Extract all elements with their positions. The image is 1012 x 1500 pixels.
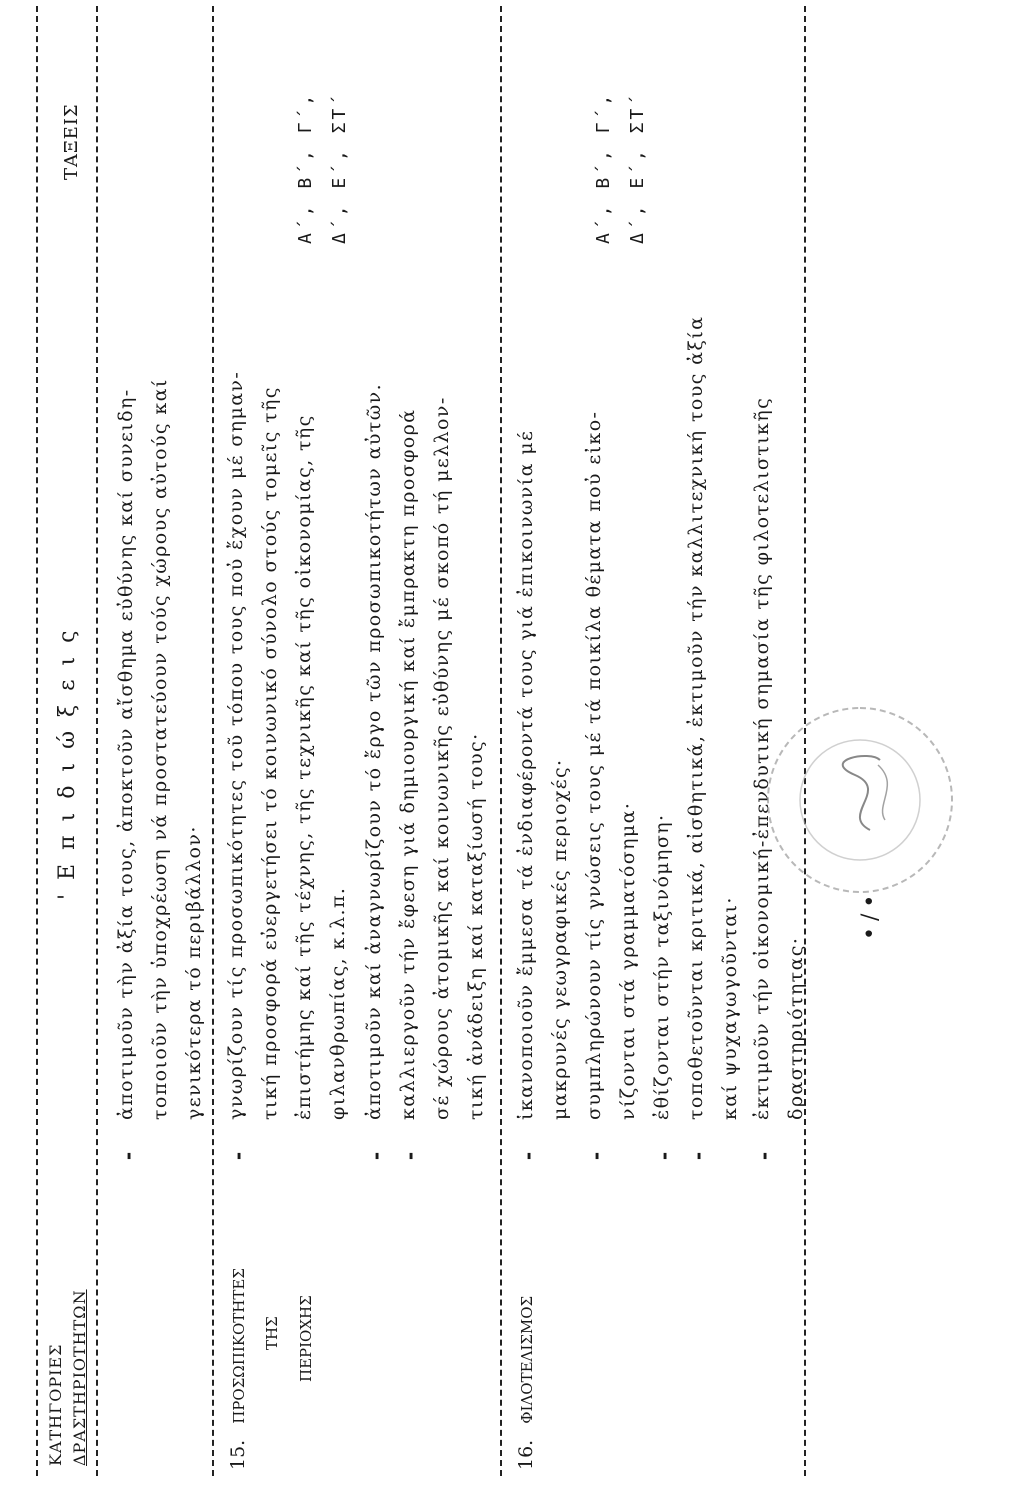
- category-title: ΦΙΛΟΤΕΛΙΣΜΟΣ: [518, 1295, 536, 1424]
- category-title: ΠΡΟΣΩΠΙΚΟΤΗΤΕΣ: [230, 1268, 248, 1424]
- objective-line: γενικότερα τό περιβάλλον·: [183, 825, 205, 1120]
- objective-line: ἱκανοποιοῦν ἔμμεσα τά ἐνδιαφέροντά τους γιά ἐπικοινωνία μέ: [515, 429, 537, 1120]
- header-categories-line1: ΚΑΤΗΓΟΡΙΕΣ: [46, 1343, 65, 1466]
- continuation-mark: •/•: [858, 888, 883, 940]
- header-objectives: 'Επιδιώξεις: [55, 616, 80, 900]
- objective-line: καί ψυχαγωγοῦνται·: [719, 896, 741, 1120]
- row-divider-16: [500, 6, 502, 1476]
- top-border-rule: [36, 6, 38, 1476]
- category-15: [227, 1268, 249, 1470]
- grades-16-line1: Α΄, Β΄, Γ΄,: [593, 91, 614, 244]
- objective-line: φιλανθρωπίας, κ.λ.π.: [327, 886, 349, 1120]
- objective-line: τοποθετοῦνται κριτικά, αἰσθητικά, ἐκτιμοῦν τήν καλλιτεχνική τους ἀξία: [685, 315, 707, 1120]
- dash-marker: -: [584, 1149, 608, 1162]
- objective-line: δραστηριότητας·: [785, 936, 807, 1120]
- objective-line: ἀποτιμοῦν τὴν ἀξία τους, ἀποκτοῦν αἴσθημα εὐθύνης καί συνειδη-: [115, 388, 137, 1120]
- category-title-line3: ΠΕΡΙΟΧΗΣ: [297, 1295, 315, 1382]
- dash-marker: -: [652, 1149, 676, 1162]
- objective-line: μακρυνές γεωγραφικές περιοχές·: [549, 758, 571, 1120]
- header-categories-line2: ΔΡΑΣΤΗΡΙΟΤΗΤΩΝ: [70, 1289, 89, 1466]
- grades-15-line2: Δ΄, Ε΄, ΣΤ΄: [329, 91, 350, 244]
- category-title-line2: ΤΗΣ: [263, 1316, 281, 1350]
- row-divider-15: [212, 6, 214, 1476]
- objective-line: ἐπιστήμης καί τῆς τέχνης, τῆς τεχνικῆς καί τῆς οἰκονομίας, τῆς: [293, 414, 315, 1120]
- dash-marker: -: [116, 1149, 140, 1162]
- objective-line: σέ χώρους ἀτομικῆς καί κοινωνικῆς εὐθύνης μέ σκοπό τή μελλον-: [431, 396, 453, 1120]
- grades-16-line2: Δ΄, Ε΄, ΣΤ΄: [627, 91, 648, 244]
- dash-marker: -: [752, 1149, 776, 1162]
- dash-marker: -: [516, 1149, 540, 1162]
- dash-marker: -: [398, 1149, 422, 1162]
- category-number: 16.: [515, 1439, 537, 1470]
- objective-line: τοποιοῦν τὴν ὑποχρέωση νά προστατεύουν τούς χώρους αὐτούς καί: [149, 378, 171, 1120]
- objective-line: καλλιεργοῦν τήν ἔφεση γιά δημιουργική καί ἔμπρακτη προσφορά: [397, 408, 419, 1120]
- header-bottom-rule: [96, 6, 98, 1476]
- official-stamp-icon: [760, 700, 960, 900]
- objective-line: τική ἀνάδειξη καί καταξίωσή τους·: [465, 732, 487, 1120]
- dash-marker: -: [686, 1149, 710, 1162]
- objective-line: ἐθίζονται στήν ταξινόμηση·: [651, 813, 673, 1120]
- category-number: 15.: [227, 1439, 249, 1470]
- header-grades: ΤΑΞΕΙΣ: [61, 103, 82, 180]
- grades-15-line1: Α΄, Β΄, Γ΄,: [295, 91, 316, 244]
- dash-marker: -: [226, 1149, 250, 1162]
- objective-line: ἐκτιμοῦν τήν οἰκονομική-ἐπενδυτική σημασία τῆς φιλοτελιστικῆς: [751, 396, 773, 1120]
- objective-line: νίζονται στά γραμματόσημα·: [617, 801, 639, 1120]
- objective-line: τική προσφορά εὐεργετήσει τό κοινωνικό σύνολο στούς τομεῖς τῆς: [259, 386, 281, 1120]
- objective-line: ἀποτιμοῦν καί ἀναγνωρίζουν τό ἔργο τῶν προσωπικοτήτων αὐτῶν.: [363, 382, 385, 1120]
- objective-line: γνωρίζουν τίς προσωπικότητες τοῦ τόπου τους ποὐ ἔχουν μέ σημαν-: [225, 370, 247, 1120]
- dash-marker: -: [364, 1149, 388, 1162]
- objective-line: συμπληρώνουν τίς γνώσεις τους μέ τά ποικίλα θέματα ποὐ εἰκο-: [583, 410, 605, 1120]
- category-16: [515, 1295, 537, 1470]
